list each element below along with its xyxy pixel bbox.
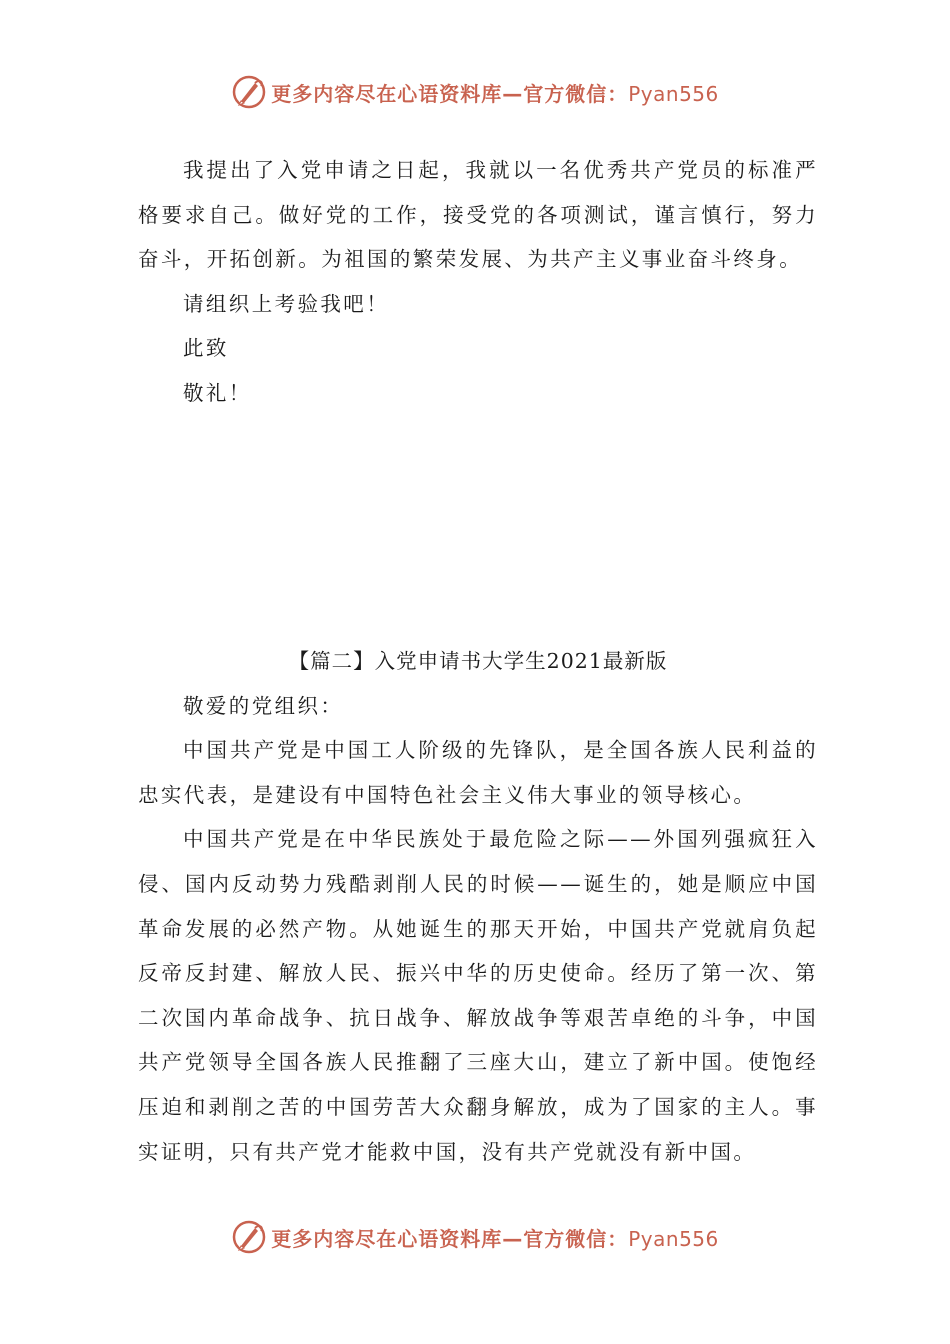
document-part1 bbox=[138, 148, 818, 416]
header-watermark-banner bbox=[0, 72, 950, 112]
watermark-text: 更多内容尽在心语资料库—官方微信：Pyan556 bbox=[271, 81, 719, 106]
quill-pen-logo-icon bbox=[231, 74, 267, 110]
part1-paragraph: 我提出了入党申请之日起，我就以一名优秀共产党员的标准严格要求自己。做好党的工作，接受党的各项测试，谨言慎行，努力奋斗，开拓创新。为祖国的繁荣发展、为共产主义事业奋斗终身。 bbox=[138, 158, 818, 272]
part2-paragraph: 中国共产党是中国工人阶级的先锋队，是全国各族人民利益的忠实代表，是建设有中国特色社会主义伟大事业的领导核心。 bbox=[138, 738, 818, 807]
watermark-text: 更多内容尽在心语资料库—官方微信：Pyan556 bbox=[271, 1226, 719, 1251]
part2-paragraph: 中国共产党是在中华民族处于最危险之际——外国列强疯狂入侵、国内反动势力残酷剥削人民的时候——诞生的，她是顺应中国革命发展的必然产物。从她诞生的那天开始，中国共产党就肩负起反帝反封建、解放人民、振兴中华的历史使命。经历了第一次、第二次国内革命战争、抗日战争、解放战争等艰苦卓绝的斗争，中国共产党领导全国各族人民推翻了三座大山，建立了新中国。使饱经压迫和剥削之苦的中国劳苦大众翻身解放，成为了国家的主人。事实证明，只有共产党才能救中国，没有共产党就没有新中国。 bbox=[138, 827, 818, 1164]
footer-watermark-banner bbox=[0, 1217, 950, 1257]
salutation: 敬爱的党组织： bbox=[183, 693, 344, 718]
closing-jingli: 敬礼！ bbox=[183, 380, 252, 405]
part1-request: 请组织上考验我吧！ bbox=[183, 291, 390, 316]
section-title: 【篇二】入党申请书大学生2021最新版 bbox=[288, 649, 668, 673]
document-part2 bbox=[138, 639, 818, 1174]
quill-pen-logo-icon bbox=[231, 1219, 267, 1255]
closing-cizhi: 此致 bbox=[183, 336, 229, 361]
